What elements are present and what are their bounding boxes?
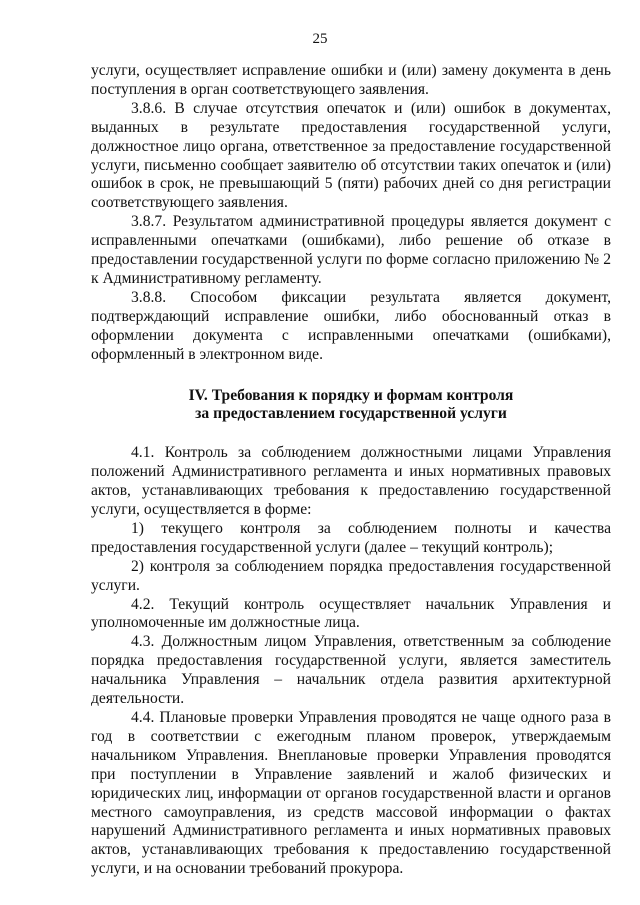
paragraph-p-3-8-7: 3.8.7. Результатом административной процедуры является документ с исправленными опечатками (ошибками), либо решение об отказе в предоставлении государственной услуги по форме согласно приложению № 2 к Административному регламенту. [91,213,611,287]
paragraph-p-3-8-5-cont: услуги, осуществляет исправление ошибки и (или) замену документа в день поступления в орган соответствующего заявления. [91,62,611,98]
top-paragraphs [91,62,611,365]
paragraph-p-4-1-2: 2) контроля за соблюдением порядка предоставления государственной услуги. [91,557,611,594]
document-body [91,62,611,879]
paragraph-p-4-1: 4.1. Контроль за соблюдением должностными лицами Управления положений Административного регламента и иных нормативных правовых актов, устанавливающих требования к предоставлению государственной услуги, осуществляется в форме: [91,444,611,519]
section-heading-line-2: за предоставлением государственной услуги [195,405,507,423]
paragraph-p-4-1-1: 1) текущего контроля за соблюдением полноты и качества предоставления государственной услуги (далее – текущий контроль); [91,519,611,556]
section-heading [91,387,611,425]
paragraph-p-4-3: 4.3. Должностным лицом Управления, ответственным за соблюдение порядка предоставления государственной услуги, является заместитель начальника Управления – начальник отдела развития архитектурной деятельности. [91,633,611,708]
paragraph-p-4-2: 4.2. Текущий контроль осуществляет начальник Управления и уполномоченные им должностные лица. [91,595,611,632]
section-heading-line-1: IV. Требования к порядку и формам контроля [188,386,514,404]
bottom-paragraphs [91,444,611,879]
page-number: 25 [312,31,328,47]
paragraph-p-3-8-6: 3.8.6. В случае отсутствия опечаток и (или) ошибок в документах, выданных в результате предоставления государственной услуги, должностное лицо органа, ответственное за предоставление государственной услуги, письменно сообщает заявителю об отсутствии таких опечаток и (или) ошибок в срок, не превышающий 5 (пяти) рабочих дней со дня регистрации соответствующего заявления. [91,99,611,212]
paragraph-p-4-4: 4.4. Плановые проверки Управления проводятся не чаще одного раза в год в соответствии с ежегодным планом проверок, утверждаемым начальником Управления. Внеплановые проверки Управления проводятся при поступлении в Управление заявлений и жалоб физических и юридических лиц, информации от органов государственной власти и органов местного самоуправления, из средств массовой информации о фактах нарушений Административного регламента и иных нормативных правовых актов, устанавливающих требования к предоставлению государственной услуги, и на основании требований прокурора. [91,709,611,878]
paragraph-p-3-8-8: 3.8.8. Способом фиксации результата является документ, подтверждающий исправление ошибки, либо обоснованный отказ в оформлении документа с исправленными опечатками (ошибками), оформленный в электронном виде. [91,288,611,363]
